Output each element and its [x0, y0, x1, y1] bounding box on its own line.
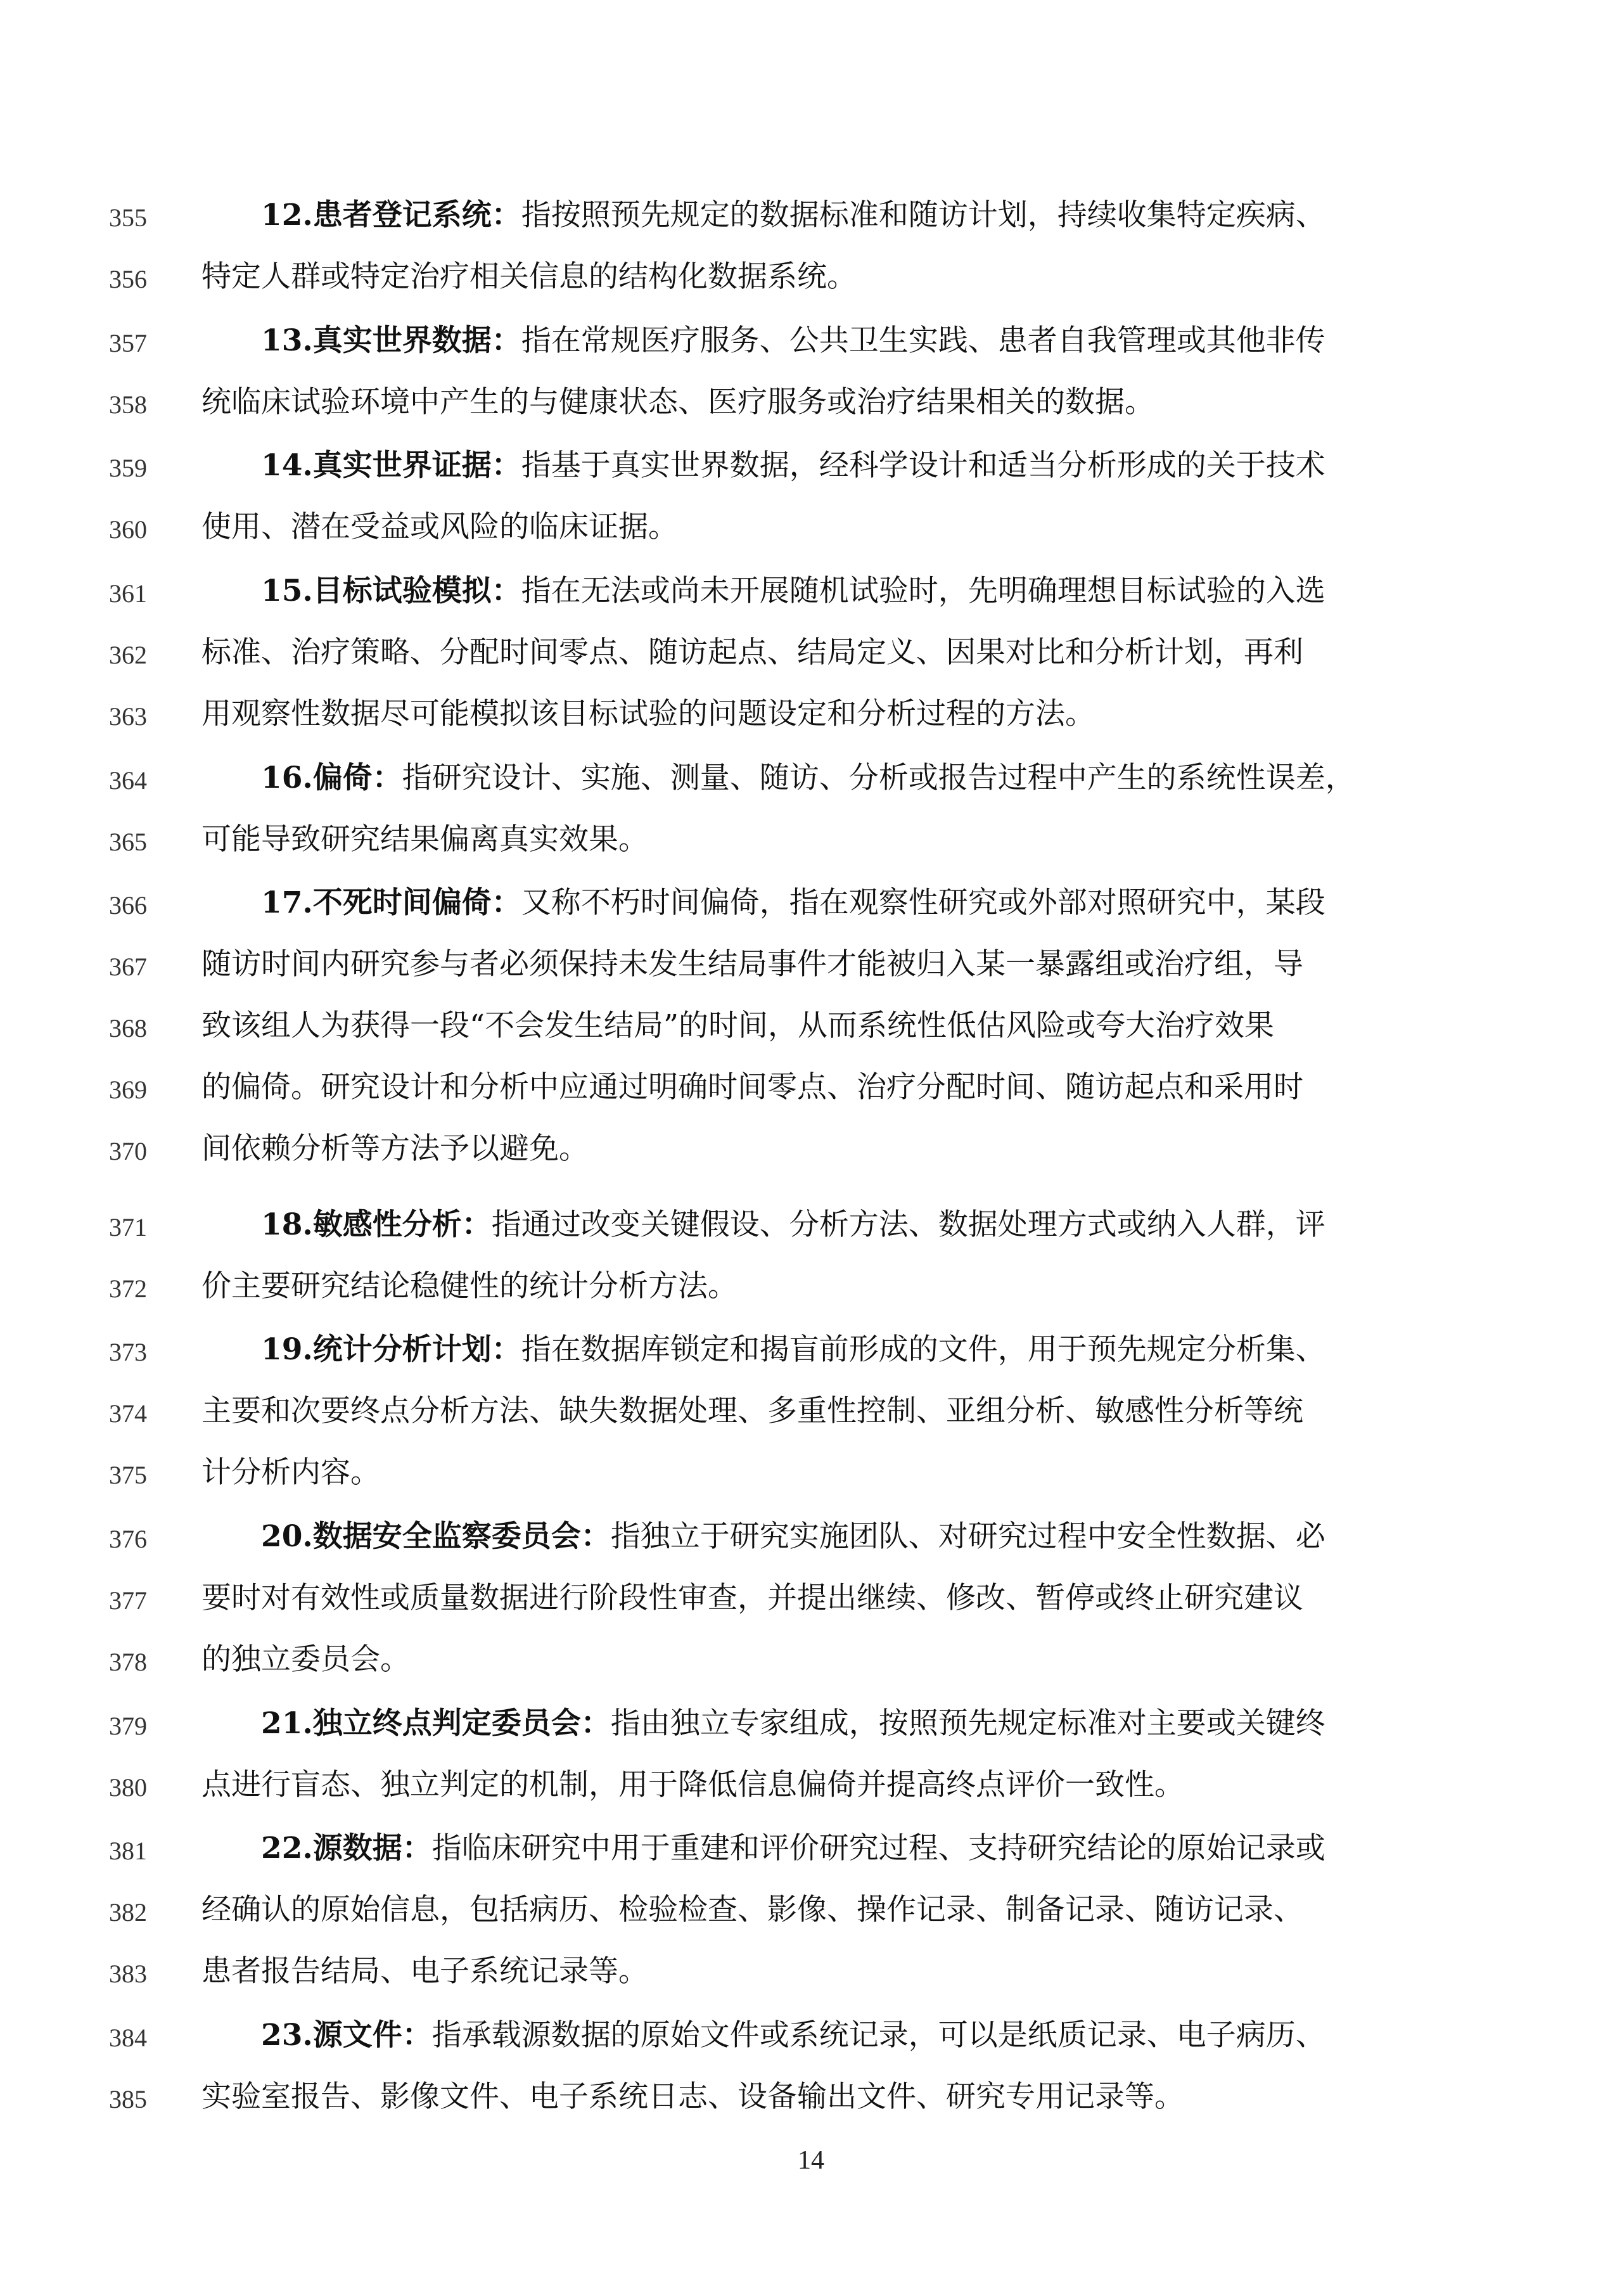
definition-first-line [261, 1331, 1516, 1369]
definition-continuation-line [201, 1007, 1456, 1045]
line-number: 360 [109, 515, 147, 544]
term-number: 21. [261, 1706, 313, 1741]
definition-first-line [261, 1830, 1516, 1868]
document-line [0, 1946, 1622, 2010]
definition-first-line [261, 1705, 1516, 1743]
definition-text: 实验室报告、影像文件、电子系统日志、设备输出文件、研究专用记录等。 [201, 2079, 1184, 2114]
document-line [0, 1634, 1622, 1698]
document-line [0, 502, 1622, 565]
line-number: 384 [109, 2023, 147, 2052]
definition-text: 的偏倚。研究设计和分析中应通过明确时间零点、治疗分配时间、随访起点和采用时 [201, 1070, 1303, 1105]
definition-text: 指由独立专家组成，按照预先规定标准对主要或关键终 [610, 1706, 1325, 1741]
document-line [0, 1447, 1622, 1511]
term-name: 独立终点判定委员会： [312, 1706, 611, 1741]
definition-first-line [261, 322, 1516, 360]
document-line [0, 627, 1622, 691]
definition-first-line [261, 1206, 1516, 1244]
definition-continuation-line [201, 1766, 1456, 1804]
definition-text: 主要和次要终点分析方法、缺失数据处理、多重性控制、亚组分析、敏感性分析等统 [201, 1394, 1303, 1428]
document-line [0, 1200, 1622, 1263]
term-number: 22. [261, 1831, 313, 1866]
definition-continuation-line [201, 1267, 1456, 1305]
definition-continuation-line [201, 695, 1456, 733]
document-line [0, 1511, 1622, 1575]
term-number: 18. [261, 1207, 313, 1242]
document-line [0, 1760, 1622, 1823]
definition-continuation-line [201, 1579, 1456, 1617]
definition-first-line [261, 196, 1516, 234]
term-heading [261, 323, 521, 358]
line-number: 359 [109, 454, 147, 482]
term-heading [261, 448, 521, 483]
document-line [0, 689, 1622, 752]
term-heading [261, 574, 521, 608]
definition-continuation-line [201, 1641, 1456, 1679]
line-number: 368 [109, 1014, 147, 1042]
definition-text: 点进行盲态、独立判定的机制，用于降低信息偏倚并提高终点评价一致性。 [201, 1767, 1184, 1802]
document-line [0, 316, 1622, 379]
definition-continuation-line [201, 2078, 1456, 2116]
line-number: 362 [109, 641, 147, 669]
document-line [0, 1124, 1622, 1187]
line-number: 367 [109, 952, 147, 981]
definition-text: 统临床试验环境中产生的与健康状态、医疗服务或治疗结果相关的数据。 [201, 385, 1154, 420]
term-heading [261, 1706, 611, 1741]
document-line [0, 1386, 1622, 1449]
definition-first-line [261, 447, 1516, 485]
line-number: 378 [109, 1648, 147, 1676]
definition-text: 可能导致研究结果偏离真实效果。 [201, 822, 648, 857]
document-line [0, 377, 1622, 440]
line-number: 356 [109, 265, 147, 293]
line-number: 380 [109, 1773, 147, 1802]
document-line [0, 190, 1622, 253]
definition-continuation-line [201, 634, 1456, 672]
term-heading [261, 1519, 611, 1554]
term-name: 数据安全监察委员会： [312, 1519, 611, 1554]
definition-text: 要时对有效性或质量数据进行阶段性审查，并提出继续、修改、暂停或终止研究建议 [201, 1581, 1303, 1615]
definition-continuation-line [201, 1068, 1456, 1106]
definition-text: 价主要研究结论稳健性的统计分析方法。 [201, 1269, 738, 1304]
term-number: 17. [261, 885, 313, 920]
line-number: 375 [109, 1461, 147, 1489]
definition-text: 患者报告结局、电子系统记录等。 [201, 1954, 648, 1989]
line-number: 376 [109, 1525, 147, 1553]
definition-text: 使用、潜在受益或风险的临床证据。 [201, 510, 678, 544]
definition-text: 指临床研究中用于重建和评价研究过程、支持研究结论的原始记录或 [431, 1831, 1325, 1866]
line-number: 355 [109, 203, 147, 232]
term-name: 真实世界证据： [312, 448, 521, 483]
line-number: 371 [109, 1213, 147, 1241]
line-number: 374 [109, 1399, 147, 1428]
definition-text: 指按照预先规定的数据标准和随访计划，持续收集特定疾病、 [521, 198, 1325, 233]
document-line [0, 440, 1622, 504]
term-number: 19. [261, 1332, 313, 1367]
line-number: 381 [109, 1837, 147, 1865]
definition-first-line [261, 759, 1516, 797]
term-name: 源文件： [312, 2018, 432, 2053]
term-name: 患者登记系统： [312, 198, 521, 233]
definition-first-line [261, 2017, 1516, 2055]
line-number: 379 [109, 1712, 147, 1740]
line-number: 377 [109, 1586, 147, 1615]
term-number: 12. [261, 198, 313, 233]
term-number: 23. [261, 2018, 313, 2053]
definition-text: 标准、治疗策略、分配时间零点、随访起点、结局定义、因果对比和分析计划，再利 [201, 635, 1303, 670]
term-number: 20. [261, 1519, 313, 1554]
definition-continuation-line [201, 1392, 1456, 1430]
document-line [0, 1062, 1622, 1126]
definition-text: 指独立于研究实施团队、对研究过程中安全性数据、必 [610, 1519, 1325, 1554]
document-line [0, 814, 1622, 878]
definition-continuation-line [201, 508, 1456, 546]
definition-continuation-line [201, 1454, 1456, 1492]
document-line [0, 753, 1622, 816]
definition-first-line [261, 572, 1516, 610]
definition-text: 用观察性数据尽可能模拟该目标试验的问题设定和分析过程的方法。 [201, 696, 1095, 731]
definition-continuation-line [201, 383, 1456, 421]
document-line [0, 1823, 1622, 1887]
definition-text: 指在数据库锁定和揭盲前形成的文件，用于预先规定分析集、 [521, 1332, 1325, 1367]
line-number: 364 [109, 766, 147, 795]
definition-continuation-line [201, 258, 1456, 296]
document-line [0, 878, 1622, 941]
term-name: 统计分析计划： [312, 1332, 521, 1367]
definition-text: 指在常规医疗服务、公共卫生实践、患者自我管理或其他非传 [521, 323, 1325, 358]
definition-text: 指研究设计、实施、测量、随访、分析或报告过程中产生的系统性误差， [402, 760, 1355, 795]
definition-text: 间依赖分析等方法予以避免。 [201, 1131, 589, 1166]
definition-first-line [261, 884, 1516, 922]
term-number: 15. [261, 574, 313, 608]
definition-text: 指基于真实世界数据，经科学设计和适当分析形成的关于技术 [521, 448, 1325, 483]
term-heading [261, 2018, 432, 2053]
term-heading [261, 760, 402, 795]
document-line [0, 1573, 1622, 1636]
line-number: 369 [109, 1075, 147, 1104]
definition-continuation-line [201, 1130, 1456, 1168]
term-number: 16. [261, 760, 313, 795]
line-number: 361 [109, 579, 147, 608]
page-number: 14 [798, 2146, 824, 2175]
document-line [0, 1698, 1622, 1762]
document-line [0, 1324, 1622, 1388]
definition-text: 计分析内容。 [201, 1455, 380, 1490]
definition-continuation-line [201, 821, 1456, 859]
definition-text: 又称不朽时间偏倚，指在观察性研究或外部对照研究中，某段 [521, 885, 1325, 920]
document-line [0, 1885, 1622, 1948]
document-line [0, 566, 1622, 629]
term-name: 不死时间偏倚： [312, 885, 521, 920]
document-line [0, 1261, 1622, 1324]
line-number: 363 [109, 702, 147, 731]
term-heading [261, 885, 521, 920]
line-number: 370 [109, 1137, 147, 1165]
line-number: 383 [109, 1959, 147, 1988]
definition-text: 的独立委员会。 [201, 1642, 410, 1677]
term-name: 源数据： [312, 1831, 432, 1866]
line-number: 373 [109, 1338, 147, 1366]
term-name: 真实世界数据： [312, 323, 521, 358]
term-name: 目标试验模拟： [312, 574, 521, 608]
definition-text: 经确认的原始信息，包括病历、检验检查、影像、操作记录、制备记录、随访记录、 [201, 1892, 1303, 1927]
line-number: 366 [109, 891, 147, 920]
term-number: 13. [261, 323, 313, 358]
document-line [0, 1001, 1622, 1064]
definition-continuation-line [201, 1953, 1456, 1991]
term-heading [261, 1332, 521, 1367]
line-number: 357 [109, 329, 147, 357]
definition-text: 致该组人为获得一段“不会发生结局”的时间，从而系统性低估风险或夸大治疗效果 [201, 1008, 1275, 1043]
document-line [0, 939, 1622, 1003]
definition-text: 指承载源数据的原始文件或系统记录，可以是纸质记录、电子病历、 [431, 2018, 1325, 2053]
term-name: 敏感性分析： [312, 1207, 492, 1242]
definition-text: 指通过改变关键假设、分析方法、数据处理方式或纳入人群，评 [491, 1207, 1325, 1242]
definition-first-line [261, 1518, 1516, 1556]
document-line [0, 2072, 1622, 2135]
line-number: 382 [109, 1898, 147, 1927]
term-heading [261, 1831, 432, 1866]
definition-continuation-line [201, 946, 1456, 984]
definition-text: 特定人群或特定治疗相关信息的结构化数据系统。 [201, 259, 857, 294]
term-heading [261, 198, 521, 233]
line-number: 365 [109, 828, 147, 856]
document-line [0, 252, 1622, 315]
line-number: 358 [109, 390, 147, 419]
term-name: 偏倚： [312, 760, 402, 795]
term-number: 14. [261, 448, 313, 483]
line-number: 372 [109, 1274, 147, 1303]
term-heading [261, 1207, 492, 1242]
document-line [0, 2010, 1622, 2074]
line-number: 385 [109, 2085, 147, 2113]
definition-text: 随访时间内研究参与者必须保持未发生结局事件才能被归入某一暴露组或治疗组，导 [201, 947, 1303, 982]
definition-continuation-line [201, 1891, 1456, 1929]
definition-text: 指在无法或尚未开展随机试验时，先明确理想目标试验的入选 [521, 574, 1325, 608]
